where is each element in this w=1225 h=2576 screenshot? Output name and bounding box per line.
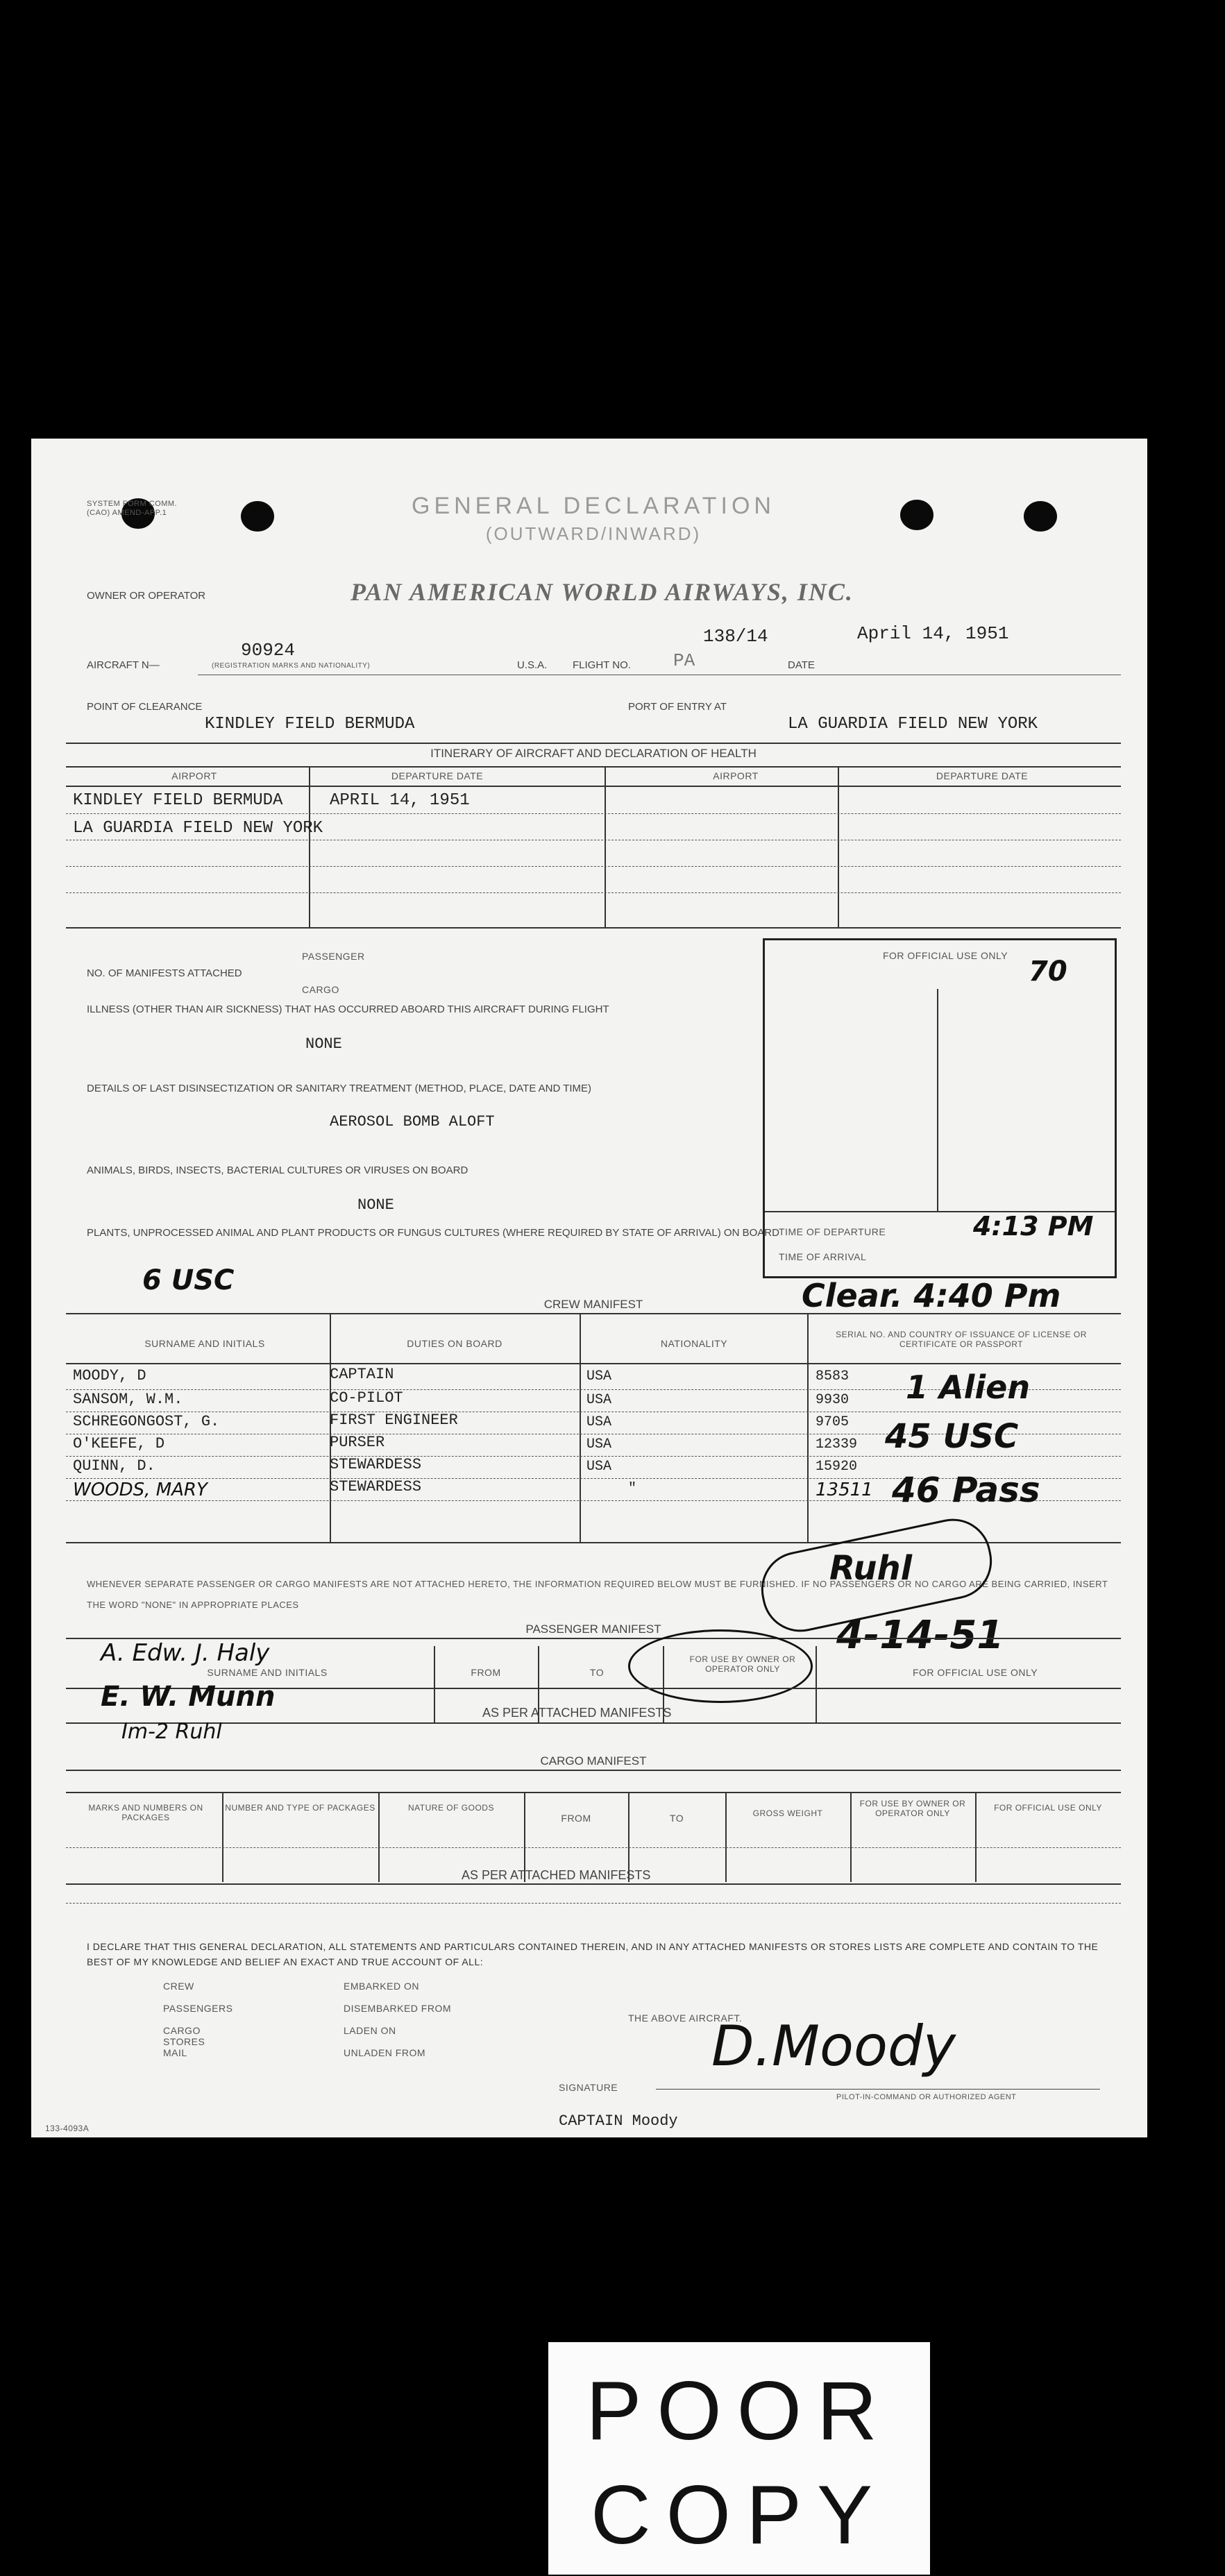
pass-col-official: FOR OFFICIAL USE ONLY bbox=[912, 1667, 1038, 1678]
crew-col-name: SURNAME AND INITIALS bbox=[144, 1338, 265, 1349]
plants-label: PLANTS, UNPROCESSED ANIMAL AND PLANT PRODUCTS OR FUNGUS CULTURES (WHERE REQUIRED BY STATE OF ARRIVAL) ON BOARD bbox=[87, 1227, 779, 1239]
cargo-col-to: TO bbox=[669, 1813, 684, 1824]
official-use-label: FOR OFFICIAL USE ONLY bbox=[882, 950, 1008, 961]
cargo-col-marks: MARKS AND NUMBERS ON PACKAGES bbox=[88, 1803, 203, 1822]
itin-col-airport-2: AIRPORT bbox=[713, 770, 759, 781]
crew-col-duty: DUTIES ON BOARD bbox=[407, 1338, 502, 1349]
decl-crew: CREW bbox=[163, 1981, 194, 1992]
manifest-notice: WHENEVER SEPARATE PASSENGER OR CARGO MANIFESTS ARE NOT ATTACHED HERETO, THE INFORMATION REQUIRED BELOW MUST BE FURNISHED. IF NO PASSENGERS OR NO CARGO ARE BEING CARRIED, INSERT THE WORD "NONE" IN APPROPRIATE PLACES bbox=[87, 1579, 1108, 1610]
approval-signature: Ruhl bbox=[829, 1549, 913, 1588]
handwriting-alien: 1 Alien bbox=[906, 1368, 1031, 1406]
date-label: DATE bbox=[788, 659, 815, 671]
official-use-box bbox=[763, 938, 1117, 1278]
manifests-label: NO. OF MANIFESTS ATTACHED bbox=[87, 967, 242, 979]
aircraft-label: AIRCRAFT N— bbox=[87, 659, 160, 671]
form-title: GENERAL DECLARATION bbox=[412, 493, 775, 519]
crew-name: SANSOM, W.M. bbox=[73, 1391, 183, 1408]
form-subtitle: (OUTWARD/INWARD) bbox=[485, 523, 702, 544]
flight-value: PA bbox=[673, 650, 695, 671]
officer-signature-1: A. Edw. J. Haly bbox=[101, 1639, 270, 1667]
crew-duty: FIRST ENGINEER bbox=[330, 1412, 458, 1429]
decl-disembarked: DISEMBARKED FROM bbox=[344, 2003, 452, 2014]
crew-duty: STEWARDESS bbox=[330, 1456, 422, 1473]
footer-code: 133-4093A bbox=[45, 2124, 90, 2133]
animals-label: ANIMALS, BIRDS, INSECTS, BACTERIAL CULTURES OR VIRUSES ON BOARD bbox=[87, 1164, 468, 1176]
manifest-cargo: CARGO bbox=[302, 984, 339, 995]
crew-nationality: USA bbox=[586, 1368, 612, 1384]
stamp-line-2: COPY bbox=[590, 2468, 888, 2561]
cargo-col-weight: GROSS WEIGHT bbox=[752, 1808, 823, 1818]
illness-label: ILLNESS (OTHER THAN AIR SICKNESS) THAT HAS OCCURRED ABOARD THIS AIRCRAFT DURING FLIGHT bbox=[87, 1003, 609, 1015]
crew-name: WOODS, MARY bbox=[73, 1480, 208, 1500]
typed-name: CAPTAIN Moody bbox=[559, 2112, 678, 2130]
operator-value: PAN AMERICAN WORLD AIRWAYS, INC. bbox=[350, 578, 854, 606]
handwriting-date: 4-14-51 bbox=[836, 1613, 1004, 1658]
entry-label: PORT OF ENTRY AT bbox=[628, 701, 727, 713]
pass-col-from: FROM bbox=[471, 1667, 501, 1678]
manifest-passenger: PASSENGER bbox=[302, 951, 365, 962]
crew-name: MOODY, D bbox=[73, 1367, 146, 1384]
flight-label: FLIGHT NO. bbox=[573, 659, 631, 671]
cargo-note: AS PER ATTACHED MANIFESTS bbox=[462, 1868, 651, 1882]
cargo-col-official: FOR OFFICIAL USE ONLY bbox=[994, 1803, 1102, 1813]
cargo-col-from: FROM bbox=[561, 1813, 591, 1824]
animals-value: NONE bbox=[357, 1196, 394, 1214]
aircraft-sublabel: (REGISTRATION MARKS AND NATIONALITY) bbox=[212, 662, 371, 670]
cargo-title: CARGO MANIFEST bbox=[540, 1754, 647, 1768]
itin-row-date: APRIL 14, 1951 bbox=[330, 791, 470, 810]
itin-col-date: DEPARTURE DATE bbox=[391, 770, 484, 781]
clearance-label: POINT OF CLEARANCE bbox=[87, 701, 203, 713]
pass-col-owner: FOR USE BY OWNER OR OPERATOR ONLY bbox=[689, 1654, 796, 1674]
illness-value: NONE bbox=[305, 1035, 342, 1053]
decl-mail: MAIL bbox=[163, 2047, 187, 2058]
crew-nationality: USA bbox=[586, 1414, 612, 1430]
form-id: SYSTEM FORM COMM. (CAO) AMEND-APP.1 bbox=[87, 500, 178, 517]
cargo-col-owner: FOR USE BY OWNER OR OPERATOR ONLY bbox=[859, 1799, 966, 1818]
punch-hole bbox=[900, 500, 933, 530]
crew-serial: 13511 bbox=[816, 1480, 873, 1500]
crew-serial: 9705 bbox=[816, 1414, 850, 1430]
stamp-line-1: POOR bbox=[586, 2364, 893, 2457]
arrival-label: TIME OF ARRIVAL bbox=[779, 1251, 867, 1262]
crew-nationality: " bbox=[628, 1481, 637, 1497]
crew-serial: 9930 bbox=[816, 1392, 850, 1408]
crew-col-serial: SERIAL NO. AND COUNTRY OF ISSUANCE OF LICENSE OR CERTIFICATE OR PASSPORT bbox=[836, 1330, 1087, 1349]
crew-duty: CO-PILOT bbox=[330, 1389, 403, 1407]
general-declaration-document bbox=[31, 439, 1147, 2137]
crew-duty: CAPTAIN bbox=[330, 1366, 394, 1383]
crew-title: CREW MANIFEST bbox=[543, 1298, 643, 1311]
disinsect-value: AEROSOL BOMB ALOFT bbox=[330, 1113, 495, 1130]
official-handwritten: 70 bbox=[1029, 956, 1067, 988]
circle-mark bbox=[628, 1629, 813, 1703]
handwriting-46pass: 46 Pass bbox=[892, 1470, 1040, 1510]
officer-signature-3: Im-2 Ruhl bbox=[121, 1720, 222, 1744]
entry-value: LA GUARDIA FIELD NEW YORK bbox=[788, 715, 1038, 734]
crew-nationality: USA bbox=[586, 1437, 612, 1452]
poor-copy-stamp bbox=[548, 2342, 930, 2575]
itin-col-date-2: DEPARTURE DATE bbox=[936, 770, 1029, 781]
pass-col-name: SURNAME AND INITIALS bbox=[207, 1667, 328, 1678]
crew-serial: 12339 bbox=[816, 1437, 858, 1452]
cargo-col-nature: NATURE OF GOODS bbox=[408, 1803, 494, 1813]
crew-duty: STEWARDESS bbox=[330, 1478, 422, 1495]
disinsect-label: DETAILS OF LAST DISINSECTIZATION OR SANITARY TREATMENT (METHOD, PLACE, DATE AND TIME) bbox=[87, 1083, 592, 1094]
decl-laden: LADEN ON bbox=[344, 2025, 396, 2036]
handwriting-45usc: 45 USC bbox=[885, 1417, 1019, 1456]
itin-row-airport: KINDLEY FIELD BERMUDA bbox=[73, 791, 283, 810]
decl-cargo: CARGO bbox=[163, 2025, 201, 2036]
punch-hole bbox=[1024, 501, 1057, 532]
crew-nationality: USA bbox=[586, 1459, 612, 1475]
pass-col-to: TO bbox=[589, 1667, 605, 1678]
flight-number: 138/14 bbox=[703, 626, 768, 647]
crew-nationality: USA bbox=[586, 1392, 612, 1408]
operator-label: OWNER OR OPERATOR bbox=[87, 590, 206, 602]
crew-name: QUINN, D. bbox=[73, 1457, 155, 1475]
handwriting-6usc: 6 USC bbox=[142, 1264, 235, 1296]
declaration-text: I DECLARE THAT THIS GENERAL DECLARATION, ALL STATEMENTS AND PARTICULARS CONTAINED THEREIN, AND IN ANY ATTACHED MANIFESTS OR STORES LISTS ARE COMPLETE AND CONTAIN TO THE BEST OF MY KNOWLEDGE AND BELIEF AN EXACT AND TRUE ACCOUNT OF ALL: bbox=[87, 1941, 1099, 1967]
aircraft-value: 90924 bbox=[241, 640, 296, 661]
decl-aircraft: THE ABOVE AIRCRAFT. bbox=[628, 2012, 743, 2024]
cargo-col-number: NUMBER AND TYPE OF PACKAGES bbox=[225, 1803, 375, 1813]
decl-passengers: PASSENGERS bbox=[163, 2003, 233, 2014]
usa-label: U.S.A. bbox=[517, 659, 548, 671]
clearance-value: KINDLEY FIELD BERMUDA bbox=[205, 715, 415, 734]
departure-value: 4:13 PM bbox=[973, 1211, 1094, 1242]
crew-duty: PURSER bbox=[330, 1434, 385, 1451]
pass-note: AS PER ATTACHED MANIFESTS bbox=[482, 1706, 672, 1720]
captain-signature: D.Moody bbox=[711, 2014, 956, 2078]
decl-unladen: UNLADEN FROM bbox=[344, 2047, 426, 2058]
crew-name: O'KEEFE, D bbox=[73, 1435, 165, 1452]
itin-col-airport: AIRPORT bbox=[171, 770, 217, 781]
itinerary-title: ITINERARY OF AIRCRAFT AND DECLARATION OF HEALTH bbox=[430, 747, 757, 760]
pilot-label: PILOT-IN-COMMAND OR AUTHORIZED AGENT bbox=[836, 2093, 1017, 2101]
crew-name: SCHREGONGOST, G. bbox=[73, 1413, 220, 1430]
decl-embarked: EMBARKED ON bbox=[344, 1981, 419, 1992]
crew-serial: 8583 bbox=[816, 1368, 850, 1384]
handwriting-clearance: Clear. 4:40 Pm bbox=[802, 1277, 1061, 1314]
decl-stores: STORES bbox=[163, 2036, 205, 2047]
crew-col-nationality: NATIONALITY bbox=[660, 1338, 728, 1349]
crew-serial: 15920 bbox=[816, 1459, 858, 1475]
itin-row-airport: LA GUARDIA FIELD NEW YORK bbox=[73, 819, 323, 838]
flight-date: April 14, 1951 bbox=[857, 623, 1009, 644]
passenger-title: PASSENGER MANIFEST bbox=[525, 1622, 661, 1636]
signature-label: SIGNATURE bbox=[559, 2082, 618, 2093]
departure-label: TIME OF DEPARTURE bbox=[779, 1226, 886, 1237]
officer-signature-2: E. W. Munn bbox=[101, 1681, 276, 1713]
punch-hole bbox=[241, 501, 274, 532]
